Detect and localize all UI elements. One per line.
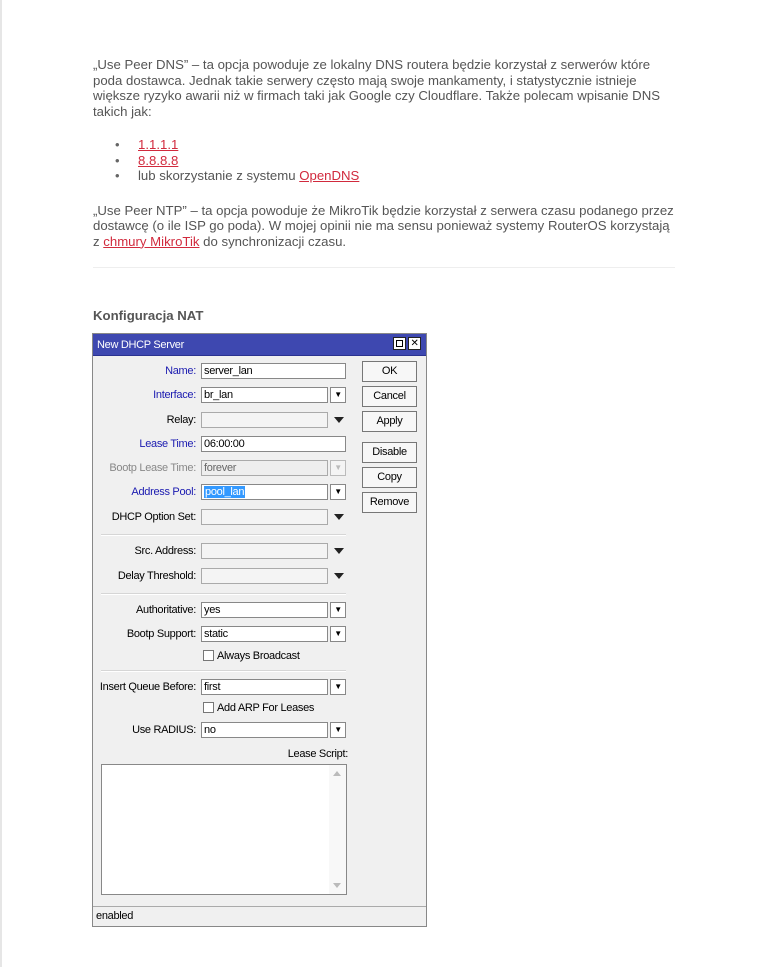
- page-left-border: [0, 0, 2, 967]
- dns-list: [93, 137, 675, 184]
- cancel-button[interactable]: Cancel: [362, 386, 417, 407]
- ok-button[interactable]: OK: [362, 361, 417, 382]
- lease-script-textarea[interactable]: [101, 764, 347, 895]
- list-item-text: lub skorzystanie z systemu: [138, 168, 300, 183]
- bootp-lease-time-dropdown-icon: ▼: [330, 460, 346, 476]
- dhcp-server-dialog: [92, 333, 427, 927]
- link-1111[interactable]: 1.1.1.1: [138, 137, 179, 152]
- label-delay-threshold: Delay Threshold:: [117, 570, 196, 582]
- use-radius-select[interactable]: no: [201, 722, 328, 738]
- divider: [93, 267, 675, 268]
- src-address-field[interactable]: [201, 543, 328, 559]
- label-authoritative: Authoritative:: [135, 604, 196, 616]
- dhcp-option-set-chevron-down-icon[interactable]: [334, 514, 344, 520]
- address-pool-value: pool_lan: [205, 486, 245, 498]
- copy-button[interactable]: Copy: [362, 467, 417, 488]
- label-name: Name:: [165, 365, 196, 377]
- add-arp-checkbox[interactable]: [203, 702, 214, 713]
- label-interface: Interface:: [153, 389, 196, 401]
- list-item: [138, 137, 675, 153]
- link-8888[interactable]: 8.8.8.8: [138, 152, 179, 168]
- paragraph-text-end: do synchronizacji czasu.: [199, 233, 347, 249]
- separator: [101, 670, 346, 672]
- label-address-pool: Address Pool:: [131, 486, 196, 498]
- dialog-title: New DHCP Server: [97, 339, 184, 351]
- delay-threshold-field[interactable]: [201, 568, 328, 584]
- name-field[interactable]: server_lan: [201, 363, 346, 379]
- scroll-up-icon[interactable]: [333, 771, 341, 776]
- label-dhcp-option-set: DHCP Option Set:: [111, 511, 196, 523]
- list-item: [138, 153, 675, 169]
- paragraph-peer-ntp: [93, 203, 675, 250]
- label-lease-script: Lease Script:: [287, 748, 348, 760]
- always-broadcast-label: Always Broadcast: [217, 650, 300, 662]
- bootp-support-select[interactable]: static: [201, 626, 328, 642]
- remove-button[interactable]: Remove: [362, 492, 417, 513]
- label-lease-time: Lease Time:: [139, 438, 196, 450]
- scroll-down-icon[interactable]: [333, 883, 341, 888]
- paragraph-text: „Use Peer NTP” – ta opcja powoduje że MikroTik będzie korzystał z serwera czasu podanego przez dostawcę (o ile ISP go poda). W mojej opinii nie ma sensu ponieważ systemy RouterOS korzystają z: [93, 202, 674, 249]
- link-opendns[interactable]: OpenDNS: [299, 168, 360, 183]
- article-body: [93, 57, 675, 249]
- separator: [101, 593, 346, 595]
- authoritative-dropdown-icon[interactable]: ▼: [330, 602, 346, 618]
- interface-select[interactable]: br_lan: [201, 387, 328, 403]
- apply-button[interactable]: Apply: [362, 411, 417, 432]
- bootp-lease-time-field: forever: [201, 460, 328, 476]
- list-item: [138, 168, 675, 184]
- paragraph-peer-dns: „Use Peer DNS” – ta opcja powoduje ze lokalny DNS routera będzie korzystał z serwerów które poda dostawca. Jednak takie serwery często mają swoje mankamenty, i statystycznie istnieje większe ryzyko awarii niż w firmach taki jak Google czy Cloudflare. Także polecam wpisanie DNS takich jak:: [93, 57, 661, 119]
- label-bootp-support: Bootp Support:: [126, 628, 196, 640]
- label-insert-queue-before: Insert Queue Before:: [99, 681, 196, 693]
- add-arp-label: Add ARP For Leases: [217, 702, 315, 714]
- insert-queue-before-dropdown-icon[interactable]: ▼: [330, 679, 346, 695]
- authoritative-select[interactable]: yes: [201, 602, 328, 618]
- label-src-address: Src. Address:: [134, 545, 196, 557]
- relay-field[interactable]: [201, 412, 328, 428]
- dialog-titlebar: [93, 334, 426, 356]
- label-use-radius: Use RADIUS:: [132, 724, 196, 736]
- section-heading: Konfiguracja NAT: [93, 308, 204, 323]
- delay-threshold-chevron-down-icon[interactable]: [334, 573, 344, 579]
- maximize-icon[interactable]: [393, 337, 406, 350]
- bootp-support-dropdown-icon[interactable]: ▼: [330, 626, 346, 642]
- separator: [101, 534, 346, 536]
- address-pool-dropdown-icon[interactable]: ▼: [330, 484, 346, 500]
- label-relay: Relay:: [166, 414, 196, 426]
- status-text: enabled: [96, 910, 134, 922]
- close-icon[interactable]: ✕: [408, 337, 421, 350]
- lease-time-field[interactable]: 06:00:00: [201, 436, 346, 452]
- link-chmury-mikrotik[interactable]: chmury MikroTik: [103, 233, 200, 249]
- disable-button[interactable]: Disable: [362, 442, 417, 463]
- always-broadcast-checkbox[interactable]: [203, 650, 214, 661]
- dhcp-option-set-field[interactable]: [201, 509, 328, 525]
- address-pool-select[interactable]: [201, 484, 328, 500]
- relay-chevron-down-icon[interactable]: [334, 417, 344, 423]
- src-address-chevron-down-icon[interactable]: [334, 548, 344, 554]
- label-bootp-lease-time: Bootp Lease Time:: [109, 462, 196, 474]
- status-bar: [93, 906, 426, 926]
- use-radius-dropdown-icon[interactable]: ▼: [330, 722, 346, 738]
- interface-dropdown-icon[interactable]: ▼: [330, 387, 346, 403]
- insert-queue-before-select[interactable]: first: [201, 679, 328, 695]
- textarea-scrollbar[interactable]: [329, 765, 346, 894]
